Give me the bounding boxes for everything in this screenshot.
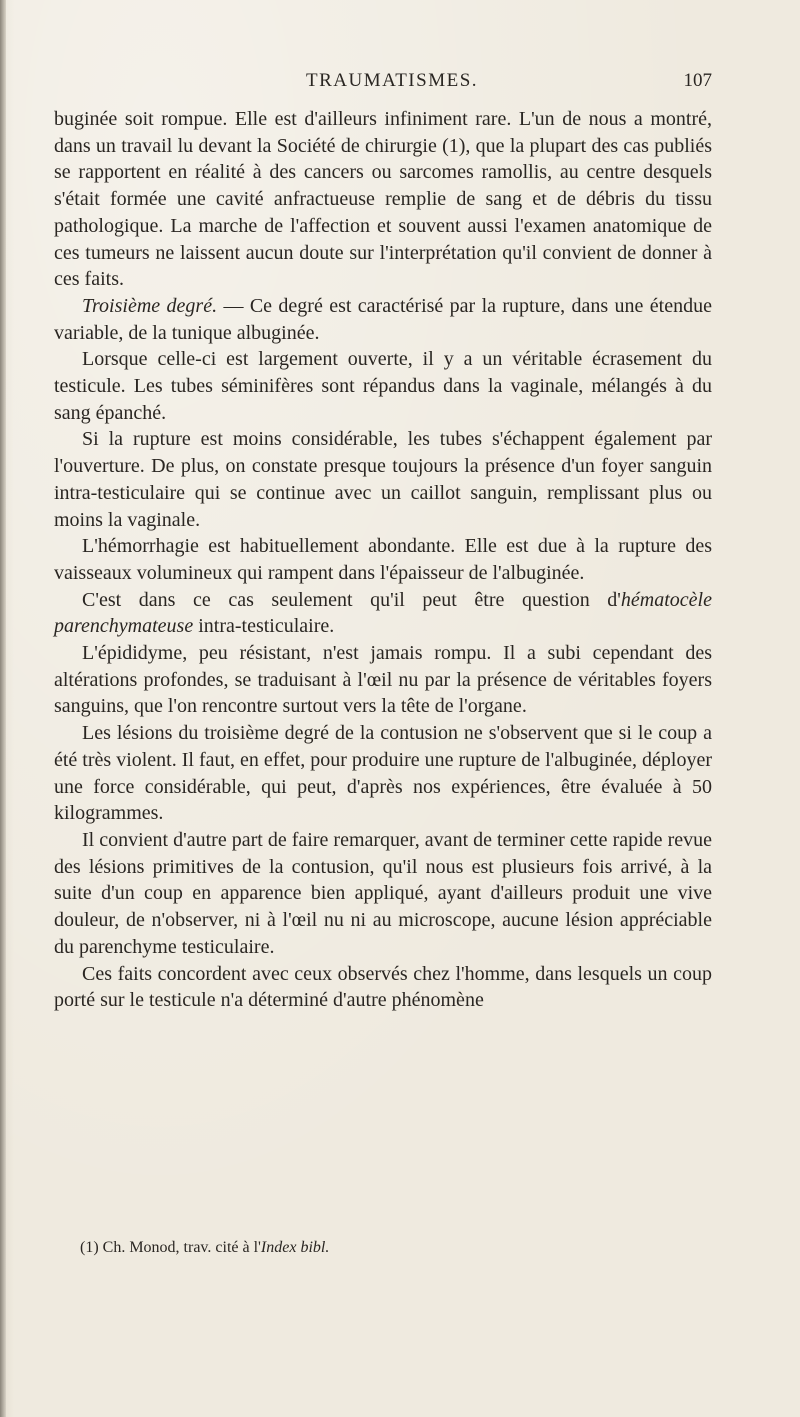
paragraph: [54, 720, 712, 827]
italic-text: Index bibl.: [260, 1239, 330, 1256]
text-run: Ces faits concordent avec ceux observés chez l'homme, dans lesquels un coup porté sur le testicule n'a déterminé d'autre phénomène: [54, 962, 712, 1012]
text-run: C'est dans ce cas seulement qu'il peut être question d': [82, 588, 621, 611]
paragraph: [54, 426, 712, 533]
paragraph: [54, 640, 712, 720]
text-run: L'épididyme, peu résistant, n'est jamais rompu. Il a subi cependant des altérations profondes, se traduisant à l'œil nu par la présence de véritables foyers sanguins, que l'on rencontre surtout vers la tête de l'organe.: [54, 642, 712, 718]
binding-edge: [0, 0, 6, 1417]
text-run: Si la rupture est moins considérable, les tubes s'échappent également par l'ouverture. De plus, on constate presque toujours la présence d'un foyer sanguin intra-testiculaire qui se continue avec un caillot sanguin, remplissant plus ou moins la vaginale.: [54, 428, 712, 531]
italic-text: Troisième degré.: [82, 294, 218, 317]
text-run: (1) Ch. Monod, trav. cité à l': [80, 1239, 261, 1256]
paragraph: [54, 106, 712, 293]
text-run: buginée soit rompue. Elle est d'ailleurs infiniment rare. L'un de nous a montré, dans un travail lu devant la Société de chirurgie (1), que la plupart des cas publiés se rapportent en réalité à des cancers ou sarcomes ramollis, au centre desquels s'était formée une cavité anfractueuse remplie de sang et de débris du tissu pathologique. La marche de l'affection et souvent aussi l'examen anatomique de ces tumeurs ne laissent aucun doute sur l'interprétation qu'il convient de donner à ces faits.: [54, 108, 712, 291]
page-number: 107: [683, 70, 712, 91]
paragraph: [54, 293, 712, 346]
paragraph: [54, 346, 712, 426]
text-run: — Ce degré est caractérisé par la rupture, dans une étendue variable, de la tunique albuginée.: [54, 294, 712, 344]
paragraph: [54, 961, 712, 1014]
page-header: [72, 68, 712, 96]
paragraph: [54, 827, 712, 961]
italic-text: hématocèle parenchymateuse: [54, 588, 712, 638]
body-text: [54, 106, 712, 1014]
running-title: TRAUMATISMES.: [305, 70, 479, 91]
text-run: L'hémorrhagie est habituellement abondante. Elle est due à la rupture des vaisseaux volumineux qui rampent dans l'épaisseur de l'albuginée.: [54, 535, 712, 584]
paragraph: [54, 587, 712, 640]
paragraph: [54, 533, 712, 586]
text-run: Il convient d'autre part de faire remarquer, avant de terminer cette rapide revue des lésions primitives de la contusion, qu'il nous est plusieurs fois arrivé, à la suite d'un coup en apparence bien appliqué, ayant d'ailleurs produit une vive douleur, de n'observer, ni à l'œil nu ni au microscope, aucune lésion appréciable du parenchyme testiculaire.: [54, 828, 712, 958]
text-run: intra-testiculaire.: [193, 615, 335, 638]
text-run: Les lésions du troisième degré de la contusion ne s'observent que si le coup a été très violent. Il faut, en effet, pour produire une rupture de l'albuginée, déployer une force considérable, qui peut, d'après nos expériences, être évaluée à 50 kilogrammes.: [54, 722, 712, 825]
text-run: Lorsque celle-ci est largement ouverte, il y a un véritable écrasement du testicule. Les tubes séminifères sont répandus dans la vaginale, mélangés à du sang épanché.: [54, 348, 712, 424]
footnote: [80, 1238, 700, 1258]
